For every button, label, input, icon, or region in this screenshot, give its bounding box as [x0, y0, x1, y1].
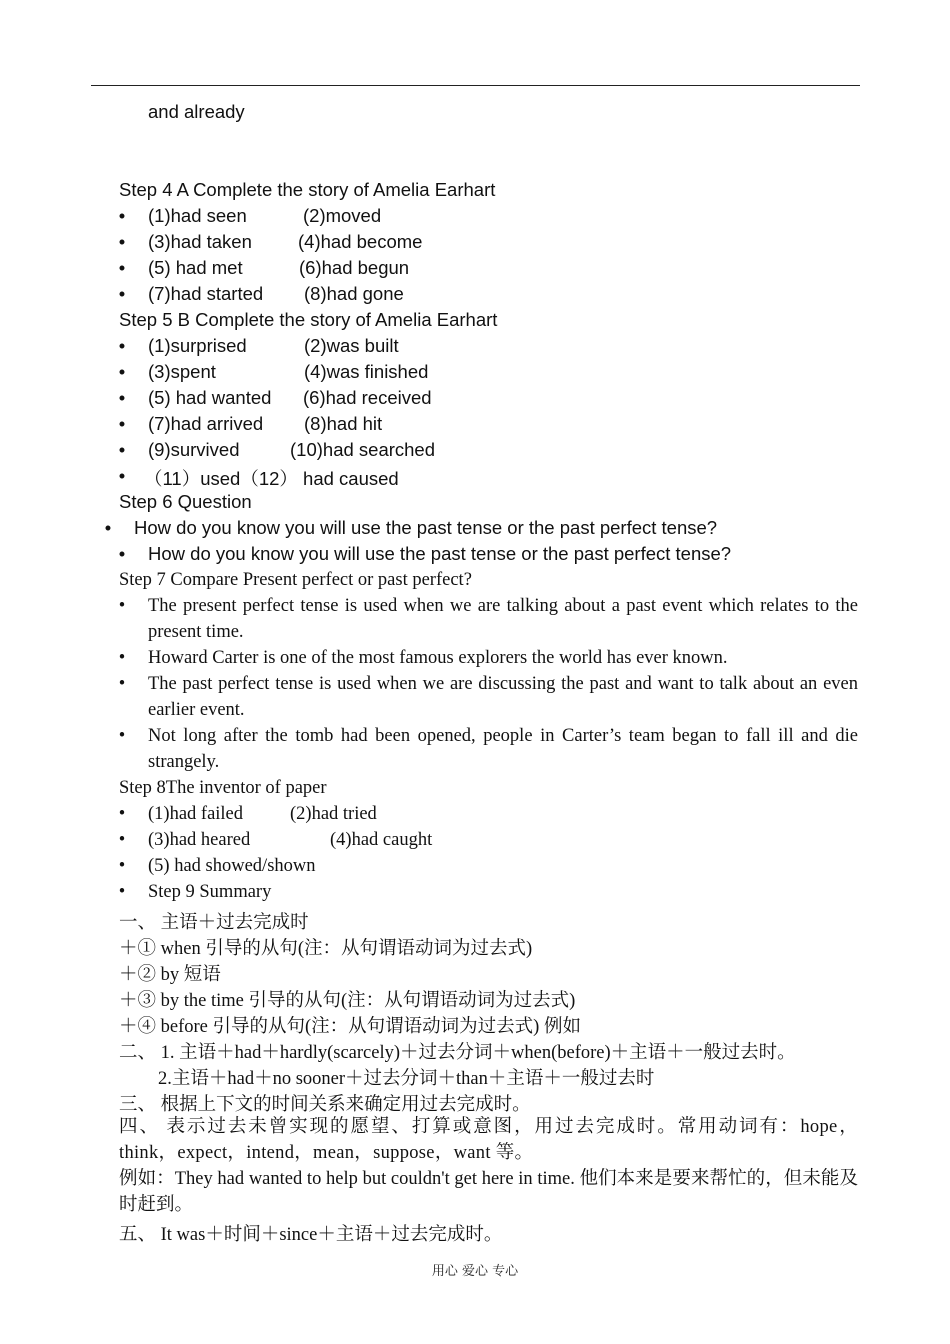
bullet-icon: • [118, 648, 126, 668]
step9-title: Step 9 Summary [148, 882, 272, 902]
bullet-icon: • [118, 205, 126, 226]
step7-item: The past perfect tense is used when we are discussing the past and want to talk about an even earlier event. [148, 674, 858, 720]
bullet-icon: • [118, 674, 126, 694]
bullet-icon: • [118, 413, 126, 434]
step7-title: Step 7 Compare Present perfect or past perfect? [119, 570, 472, 590]
step4-answer: (5) had met [148, 257, 243, 278]
step5-answer: (5) had wanted [148, 387, 272, 408]
summary-heading-4: 四、 表示过去未曾实现的愿望、打算或意图，用过去完成时。常用动词有：hope，think，expect，intend，mean，suppose，want 等。 [119, 1117, 858, 1163]
step4-answer: (4)had become [298, 231, 423, 252]
step8-answer: (4)had caught [330, 830, 433, 850]
summary-rule: ＋① when 引导的从句(注：从句谓语动词为过去式) [119, 939, 533, 959]
step7-item: Howard Carter is one of the most famous explorers the world has ever known. [148, 648, 728, 668]
bullet-icon: • [118, 335, 126, 356]
bullet-icon: • [118, 543, 126, 564]
step5-answer: (1)surprised [148, 335, 247, 356]
summary-rule: ＋③ by the time 引导的从句(注：从句谓语动词为过去式) [119, 991, 576, 1011]
bullet-icon: • [104, 517, 112, 538]
continuation-text: and already [148, 101, 245, 122]
step7-item: The present perfect tense is used when we are talking about a past event which relates to the present time. [148, 596, 858, 642]
summary-rule: 2.主语＋had＋no sooner＋过去分词＋than＋主语＋一般过去时 [158, 1069, 655, 1089]
summary-heading-1: 一、 主语＋过去完成时 [119, 913, 309, 933]
summary-heading-3: 三、 根据上下文的时间关系来确定用过去完成时。 [119, 1095, 531, 1115]
bullet-icon: • [118, 830, 126, 850]
summary-heading-2: 二、 1. 主语＋had＋hardly(scarcely)＋过去分词＋when(before)＋主语＋一般过去时。 [119, 1043, 796, 1063]
step5-answer: (10)had searched [290, 439, 436, 460]
bullet-icon: • [118, 804, 126, 824]
bullet-icon: • [118, 596, 126, 616]
step5-answer: (4)was finished [304, 361, 429, 382]
summary-example: 例如：They had wanted to help but couldn't get here in time. 他们本来是要来帮忙的，但未能及时赶到。 [119, 1169, 858, 1215]
bullet-icon: • [118, 726, 126, 746]
header-rule [91, 85, 860, 86]
step4-title: Step 4 A Complete the story of Amelia Earhart [119, 179, 496, 200]
bullet-icon: • [118, 257, 126, 278]
step4-answer: (3)had taken [148, 231, 252, 252]
bullet-icon: • [118, 231, 126, 252]
step8-answer: (3)had heared [148, 830, 251, 850]
bullet-icon: • [118, 882, 126, 902]
summary-rule: ＋④ before 引导的从句(注：从句谓语动词为过去式) 例如 [119, 1017, 581, 1037]
step6-question: How do you know you will use the past tense or the past perfect tense? [148, 543, 732, 564]
bullet-icon: • [118, 361, 126, 382]
summary-heading-5: 五、 It was＋时间＋since＋主语＋过去完成时。 [119, 1225, 503, 1245]
step5-answer: (7)had arrived [148, 413, 264, 434]
bullet-icon: • [118, 856, 126, 876]
step6-question: How do you know you will use the past tense or the past perfect tense? [134, 517, 718, 538]
page-footer: 用心 爱心 专心 [431, 1264, 519, 1279]
summary-rule: ＋② by 短语 [119, 965, 221, 985]
step4-answer: (2)moved [303, 205, 382, 226]
step8-answer: (5) had showed/shown [148, 856, 316, 876]
step5-answer: (2)was built [304, 335, 399, 356]
step4-answer: (8)had gone [304, 283, 404, 304]
step6-title: Step 6 Question [119, 491, 252, 512]
step5-answer: (3)spent [148, 361, 216, 382]
step4-answer: (6)had begun [299, 257, 410, 278]
step5-answer: (6)had received [303, 387, 432, 408]
bullet-icon: • [118, 283, 126, 304]
step5-answer: (8)had hit [304, 413, 383, 434]
bullet-icon: • [118, 439, 126, 460]
step8-answer: (1)had failed [148, 804, 244, 824]
step4-answer: (1)had seen [148, 205, 247, 226]
step7-item: Not long after the tomb had been opened, people in Carter’s team began to fall ill and die strangely. [148, 726, 858, 772]
step8-answer: (2)had tried [290, 804, 377, 824]
bullet-icon: • [118, 387, 126, 408]
step5-answer: (9)survived [148, 439, 240, 460]
step5-title: Step 5 B Complete the story of Amelia Earhart [119, 309, 498, 330]
step4-answer: (7)had started [148, 283, 264, 304]
bullet-icon: • [118, 465, 126, 486]
step8-title: Step 8The inventor of paper [119, 778, 327, 798]
step5-answer: （11）used（12） had caused [144, 468, 399, 489]
